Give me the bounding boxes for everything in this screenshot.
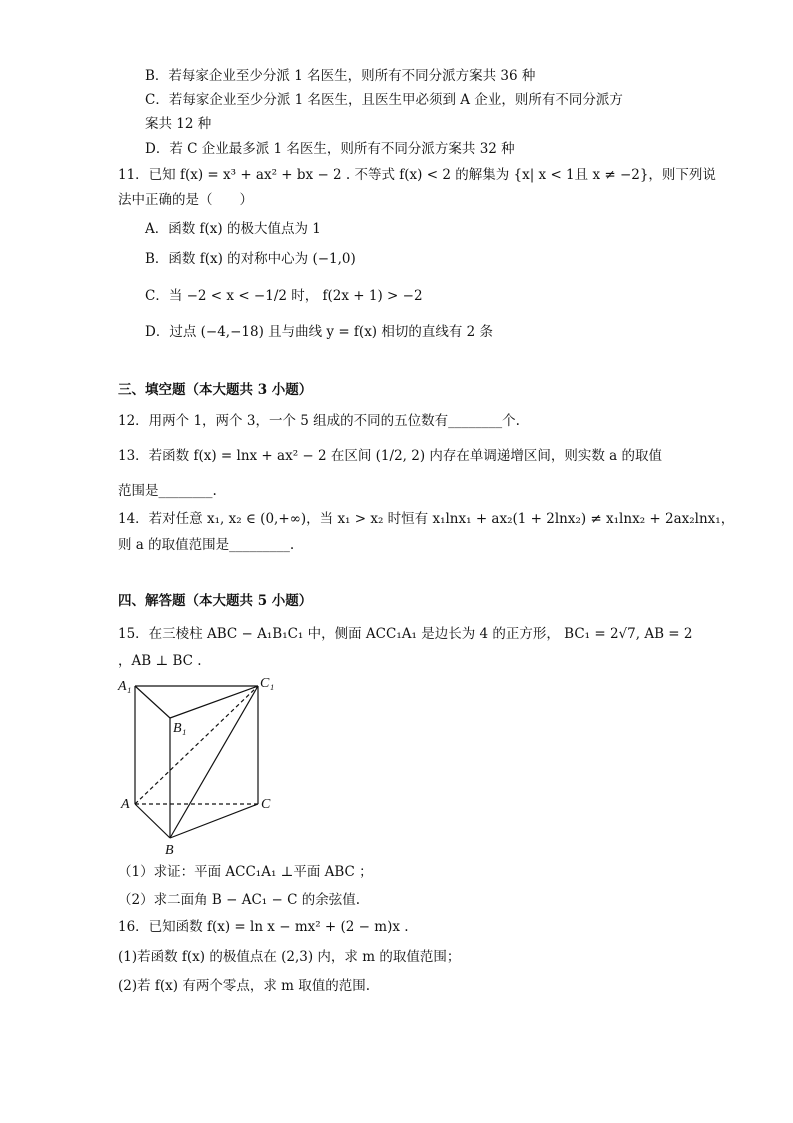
q16-part1: (1)若函数 f(x) 的极值点在 (2,3) 内，求 m 的取值范围； xyxy=(118,949,461,965)
diagonal-b-c1 xyxy=(170,686,258,838)
label-c1: C₁ xyxy=(260,676,275,691)
q11-option-b: B．函数 f(x) 的对称中心为 (−1,0) xyxy=(145,251,356,267)
label-b1: B₁ xyxy=(173,721,187,736)
label-a1: A₁ xyxy=(118,679,132,694)
diagonal-a-c1 xyxy=(135,686,258,804)
q16-stem: 16．已知函数 f(x) = ln x − mx² + (2 − m)x . xyxy=(118,919,409,935)
section3-heading: 三、填空题（本大题共 3 小题） xyxy=(118,382,313,398)
q14-line1: 14．若对任意 x₁, x₂ ∈ (0,+∞)，当 x₁ > x₂ 时恒有 x₁lnx₁ + ax₂(1 + 2lnx₂) ≠ x₁lnx₂ + 2ax₂lnx₁， xyxy=(118,511,735,527)
q13-line2: 范围是________. xyxy=(118,483,217,499)
prism-figure xyxy=(115,674,285,859)
q11-option-c: C．当 −2 < x < −1/2 时， f(2x + 1) > −2 xyxy=(145,288,423,304)
q10-option-c-line2: 案共 12 种 xyxy=(145,116,212,132)
section4-heading: 四、解答题（本大题共 5 小题） xyxy=(118,593,313,609)
q11-stem-line1: 11．已知 f(x) = x³ + ax² + bx − 2 . 不等式 f(x) < 2 的解集为 {x| x < 1且 x ≠ −2}，则下列说 xyxy=(118,167,716,183)
q15-line1: 15．在三棱柱 ABC − A₁B₁C₁ 中，侧面 ACC₁A₁ 是边长为 4 的正方形， BC₁ = 2√7, AB = 2 xyxy=(118,626,693,642)
q10-option-b: B．若每家企业至少分派 1 名医生，则所有不同分派方案共 36 种 xyxy=(145,68,536,84)
edge-b-c xyxy=(170,804,258,838)
q15-part1: （1）求证：平面 ACC₁A₁ ⊥平面 ABC ； xyxy=(118,864,373,880)
q12-text: 12．用两个 1，两个 3，一个 5 组成的不同的五位数有________个. xyxy=(118,413,520,429)
label-b: B xyxy=(165,843,174,858)
q11-option-a: A．函数 f(x) 的极大值点为 1 xyxy=(145,221,321,237)
q11-option-d: D．过点 (−4,−18) 且与曲线 y = f(x) 相切的直线有 2 条 xyxy=(145,324,494,340)
q10-option-c-line1: C．若每家企业至少分派 1 名医生，且医生甲必须到 A 企业，则所有不同分派方 xyxy=(145,92,623,108)
q14-line2: 则 a 的取值范围是_________. xyxy=(118,537,295,553)
label-a: A xyxy=(121,797,130,812)
edge-a-b xyxy=(135,804,170,838)
q11-stem-line2: 法中正确的是（ ） xyxy=(118,192,253,208)
edge-b1-c1 xyxy=(170,686,258,718)
q16-part2: (2)若 f(x) 有两个零点，求 m 取值的范围. xyxy=(118,978,371,994)
label-c: C xyxy=(261,797,271,812)
q13-line1: 13．若函数 f(x) = lnx + ax² − 2 在区间 (1/2, 2) 内存在单调递增区间，则实数 a 的取值 xyxy=(118,448,663,464)
q15-line2: ，AB ⊥ BC . xyxy=(118,653,202,669)
q15-part2: （2）求二面角 B − AC₁ − C 的余弦值. xyxy=(118,892,360,908)
edge-a1-b1 xyxy=(135,686,170,718)
q10-option-d: D．若 C 企业最多派 1 名医生，则所有不同分派方案共 32 种 xyxy=(145,141,515,157)
